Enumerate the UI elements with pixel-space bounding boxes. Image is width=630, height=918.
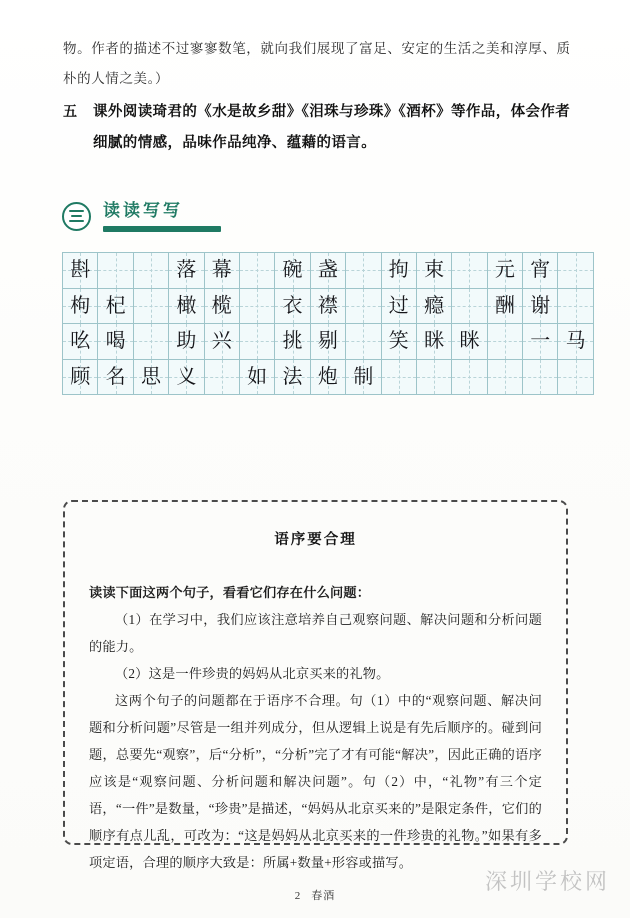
circle-three-lines-icon bbox=[62, 202, 91, 231]
character-grid-body bbox=[63, 253, 594, 395]
character-cell-empty bbox=[133, 288, 168, 324]
character-glyph: 义 bbox=[176, 365, 197, 388]
character-cell bbox=[169, 253, 204, 289]
character-cell bbox=[169, 324, 204, 360]
character-cell bbox=[63, 253, 98, 289]
character-glyph: 笑 bbox=[388, 330, 409, 353]
character-glyph: 制 bbox=[353, 365, 374, 388]
exercise-item-5 bbox=[63, 97, 575, 159]
character-cell bbox=[98, 359, 133, 395]
character-cell bbox=[523, 253, 558, 289]
character-glyph: 斟 bbox=[70, 259, 91, 282]
character-glyph: 挑 bbox=[282, 330, 303, 353]
character-grid-row bbox=[63, 359, 594, 395]
character-cell bbox=[416, 288, 451, 324]
character-glyph: 炮 bbox=[317, 365, 338, 388]
continuation-line-2: 朴的人情之美。） bbox=[63, 71, 170, 86]
character-cell bbox=[523, 288, 558, 324]
character-cell bbox=[310, 324, 345, 360]
character-cell bbox=[310, 288, 345, 324]
character-glyph: 元 bbox=[494, 259, 515, 282]
info-paragraph-example-2: （2）这是一件珍贵的妈妈从北京买来的礼物。 bbox=[115, 666, 390, 681]
character-cell-empty bbox=[452, 253, 487, 289]
character-cell-empty bbox=[558, 288, 593, 324]
character-glyph: 盏 bbox=[317, 259, 338, 282]
character-cell-empty bbox=[487, 324, 522, 360]
character-cell bbox=[416, 324, 451, 360]
character-cell-empty bbox=[346, 288, 381, 324]
character-cell bbox=[204, 288, 239, 324]
footer-page-number: 2 bbox=[294, 890, 302, 902]
character-cell-empty bbox=[346, 324, 381, 360]
character-glyph: 瘾 bbox=[424, 294, 445, 317]
character-glyph: 吆 bbox=[70, 330, 91, 353]
character-cell bbox=[381, 253, 416, 289]
character-glyph: 杞 bbox=[105, 294, 126, 317]
character-grid bbox=[62, 252, 594, 395]
character-glyph: 法 bbox=[282, 365, 303, 388]
character-cell bbox=[523, 324, 558, 360]
character-glyph: 眯 bbox=[459, 330, 480, 353]
section-title-wrap bbox=[103, 200, 221, 232]
character-cell bbox=[452, 324, 487, 360]
character-cell-empty bbox=[98, 253, 133, 289]
section-heading bbox=[62, 200, 221, 232]
character-cell bbox=[239, 359, 274, 395]
character-glyph: 名 bbox=[105, 365, 126, 388]
character-cell-empty bbox=[416, 359, 451, 395]
character-cell bbox=[310, 359, 345, 395]
character-grid-row bbox=[63, 288, 594, 324]
info-box bbox=[63, 500, 568, 870]
character-glyph: 拘 bbox=[388, 259, 409, 282]
character-cell bbox=[275, 288, 310, 324]
character-cell-empty bbox=[239, 253, 274, 289]
character-cell bbox=[310, 253, 345, 289]
character-glyph: 眯 bbox=[424, 330, 445, 353]
character-cell-empty bbox=[452, 288, 487, 324]
character-glyph: 襟 bbox=[317, 294, 338, 317]
character-glyph: 酬 bbox=[494, 294, 515, 317]
character-cell bbox=[487, 288, 522, 324]
character-cell bbox=[204, 324, 239, 360]
footer-page-label bbox=[295, 887, 336, 903]
character-cell bbox=[133, 359, 168, 395]
character-glyph: 宵 bbox=[530, 259, 551, 282]
character-cell-empty bbox=[346, 253, 381, 289]
character-glyph: 枸 bbox=[70, 294, 91, 317]
info-paragraph-prompt: 读读下面这两个句子，看看它们存在什么问题： bbox=[89, 585, 371, 600]
character-glyph: 榄 bbox=[211, 294, 232, 317]
character-glyph: 落 bbox=[176, 259, 197, 282]
character-grid-row bbox=[63, 324, 594, 360]
character-glyph: 剔 bbox=[317, 330, 338, 353]
info-paragraph-example-1: （1）在学习中，我们应该注意培养自己观察问题、解决问题和分析问题的能力。 bbox=[89, 612, 542, 654]
character-cell bbox=[275, 253, 310, 289]
character-cell-empty bbox=[452, 359, 487, 395]
character-cell bbox=[558, 324, 593, 360]
character-cell bbox=[275, 359, 310, 395]
character-cell bbox=[63, 359, 98, 395]
character-cell bbox=[275, 324, 310, 360]
character-glyph: 橄 bbox=[176, 294, 197, 317]
character-grid-row bbox=[63, 253, 594, 289]
exercise-line-1: 课外阅读琦君的《水是故乡甜》《泪珠与珍珠》《酒杯》等作品，体会作者 bbox=[93, 104, 571, 120]
character-cell bbox=[169, 359, 204, 395]
character-glyph: 喝 bbox=[105, 330, 126, 353]
character-glyph: 马 bbox=[565, 330, 586, 353]
character-cell-empty bbox=[487, 359, 522, 395]
exercise-body bbox=[93, 97, 575, 159]
info-paragraph-explanation: 这两个句子的问题都在于语序不合理。句（1）中的“观察问题、解决问题和分析问题”尽管是一组并列成分，但从逻辑上说是有先后顺序的。碰到问题，总要先“观察”，后“分析”，“分析”完了才有可能“解决”，因此正确的语序应该是“观察问题、分析问题和解决问题”。句（2）中，“礼物”有三个定语，“一件”是数量，“珍贵”是描述，“妈妈从北京买来的”是限定条件，它们的顺序有点儿乱，可改为：“这是妈妈从北京买来的一件珍贵的礼物。”如果有多项定语，合理的顺序大致是：所属+数量+形容或描写。 bbox=[89, 693, 542, 870]
section-title: 读读写写 bbox=[103, 201, 183, 220]
character-cell-empty bbox=[381, 359, 416, 395]
character-glyph: 助 bbox=[176, 330, 197, 353]
character-glyph: 思 bbox=[140, 365, 161, 388]
character-glyph: 幕 bbox=[211, 259, 232, 282]
info-box-body bbox=[89, 579, 542, 876]
character-glyph: 束 bbox=[424, 259, 445, 282]
character-glyph: 如 bbox=[247, 365, 268, 388]
character-cell bbox=[381, 288, 416, 324]
character-cell-empty bbox=[558, 253, 593, 289]
character-cell-empty bbox=[558, 359, 593, 395]
character-cell bbox=[487, 253, 522, 289]
character-grid-table bbox=[62, 252, 594, 395]
character-glyph: 过 bbox=[388, 294, 409, 317]
character-glyph: 顾 bbox=[70, 365, 91, 388]
character-glyph: 一 bbox=[530, 330, 551, 353]
character-cell-empty bbox=[133, 324, 168, 360]
character-cell bbox=[63, 324, 98, 360]
character-cell-empty bbox=[239, 288, 274, 324]
character-cell bbox=[98, 324, 133, 360]
exercise-line-2: 细腻的情感，品味作品纯净、蕴藉的语言。 bbox=[93, 135, 377, 151]
character-cell-empty bbox=[204, 359, 239, 395]
character-cell bbox=[98, 288, 133, 324]
character-glyph: 兴 bbox=[211, 330, 232, 353]
character-glyph: 碗 bbox=[282, 259, 303, 282]
info-box-title: 语序要合理 bbox=[274, 532, 357, 548]
character-cell-empty bbox=[239, 324, 274, 360]
footer-chapter-title: 春酒 bbox=[311, 890, 336, 902]
character-glyph: 衣 bbox=[282, 294, 303, 317]
character-cell bbox=[381, 324, 416, 360]
top-text-block bbox=[63, 34, 575, 159]
exercise-number: 五 bbox=[63, 105, 77, 120]
character-cell bbox=[169, 288, 204, 324]
character-cell bbox=[204, 253, 239, 289]
section-underline-bar bbox=[103, 226, 221, 232]
character-cell-empty bbox=[523, 359, 558, 395]
character-cell bbox=[346, 359, 381, 395]
character-cell bbox=[416, 253, 451, 289]
character-cell-empty bbox=[133, 253, 168, 289]
character-glyph: 谢 bbox=[530, 294, 551, 317]
character-cell bbox=[63, 288, 98, 324]
continuation-line-1: 物。作者的描述不过寥寥数笔，就向我们展现了富足、安定的生活之美和淳厚、质 bbox=[63, 41, 571, 56]
watermark: 深圳学校网 bbox=[484, 869, 610, 894]
